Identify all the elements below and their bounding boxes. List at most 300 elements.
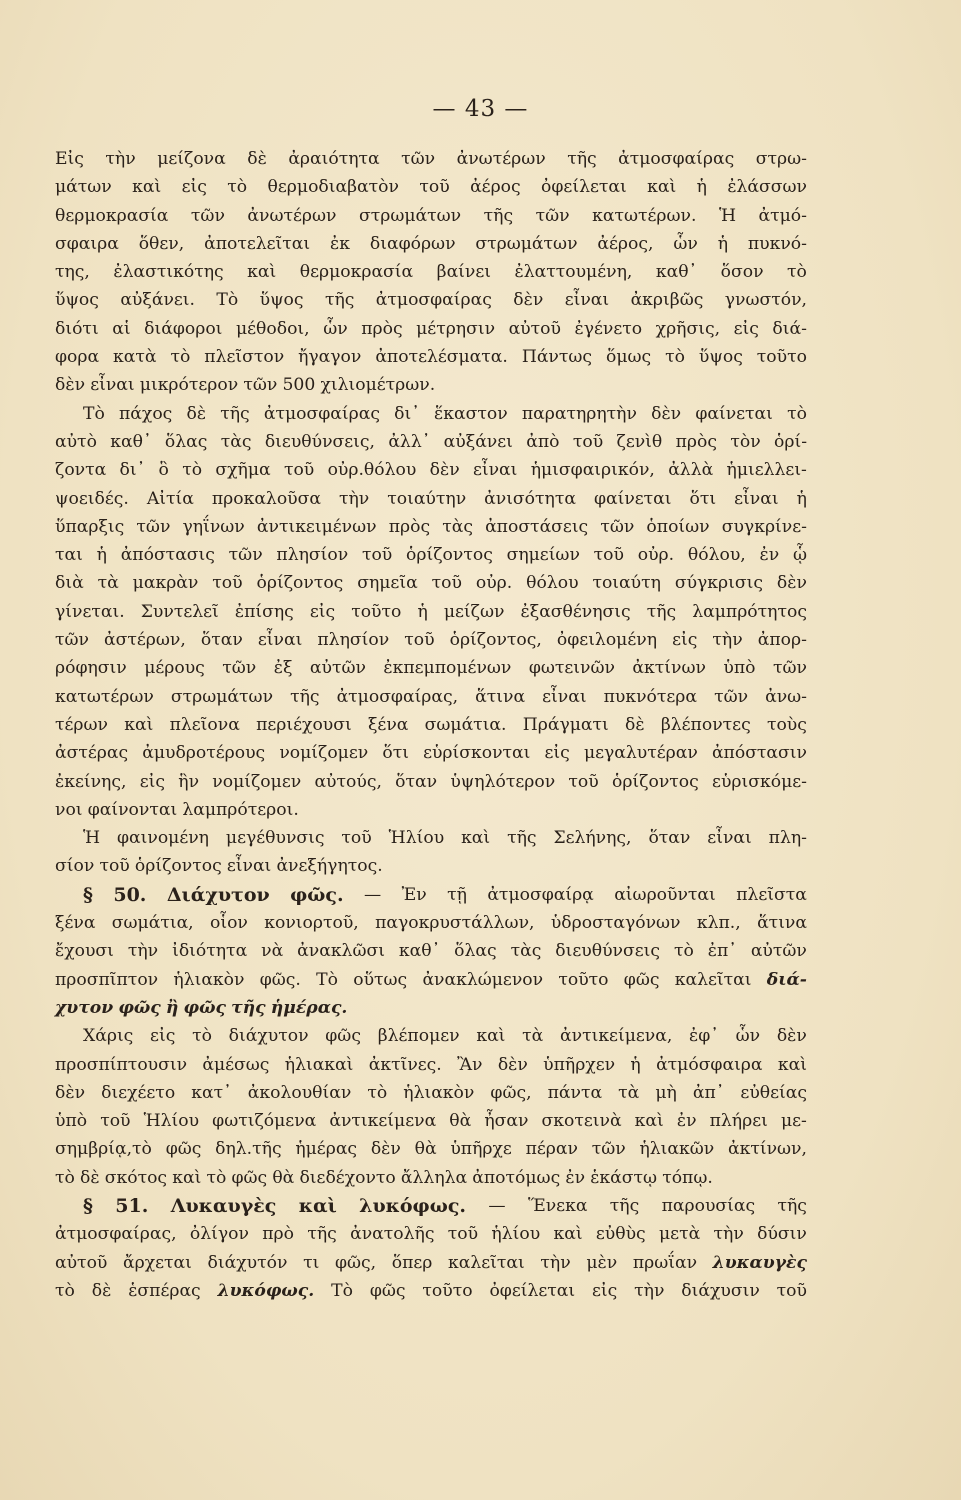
word: διά- — [772, 318, 807, 339]
word: τῶν — [190, 205, 225, 226]
word: ἀκτίνων — [632, 658, 706, 679]
word: οὐρ. — [475, 573, 513, 594]
word: τὸ — [787, 403, 807, 424]
word: ὧν — [673, 233, 698, 254]
word: τῶν — [591, 1139, 626, 1160]
word: τὸ — [665, 347, 685, 368]
word: ἀτμό- — [758, 205, 807, 226]
word: ὑπῆρχεν — [543, 1054, 616, 1075]
word: ξένα — [367, 714, 409, 735]
word: φαίνονται — [87, 799, 178, 820]
word: δὲν — [429, 460, 460, 481]
word: ἀπόστασιν — [711, 743, 807, 764]
word: τὴν — [338, 488, 370, 509]
word: δὲ — [625, 714, 645, 735]
word: ἀντικείμενα — [329, 1111, 437, 1132]
word: εἶναι — [542, 686, 587, 707]
word: ἐλαττουμένη, — [514, 262, 633, 283]
text-line — [55, 598, 807, 626]
text-line — [55, 173, 807, 201]
word: διάχυσιν — [681, 1280, 760, 1301]
word: παρατηρητὴν — [521, 403, 637, 424]
word: τοῦ — [419, 177, 450, 198]
text-line — [55, 541, 807, 569]
word: μεγέθυνσις — [225, 828, 325, 849]
word: τὴν — [712, 630, 743, 651]
word: αὐτοῦ — [55, 1252, 108, 1273]
text-line — [55, 654, 807, 682]
word: καὶ — [634, 1111, 664, 1132]
word: εὑρίσκονται — [423, 743, 531, 764]
word: αὐξάνει. — [120, 290, 195, 311]
word: τῶν — [535, 205, 570, 226]
word: ἐν — [565, 1167, 586, 1188]
emphasized-word: χυτον — [55, 997, 114, 1018]
word: λαμπρότητος — [692, 601, 807, 622]
word: ζενὶθ — [616, 431, 663, 452]
word: τὸ — [55, 1167, 75, 1188]
word: δι᾽ — [394, 403, 420, 424]
word: βλέπομεν — [377, 1026, 460, 1047]
word: προσπίπτουσιν — [55, 1054, 188, 1075]
word: ἡ — [796, 488, 807, 509]
word: εἶναι — [472, 460, 518, 481]
word: διαφόρων — [369, 233, 456, 254]
word: αὐτῶν — [309, 658, 366, 679]
word: τῆς — [777, 1195, 807, 1216]
text-line — [55, 768, 807, 796]
word: ὧν — [323, 318, 348, 339]
word: στρωμάτων — [170, 686, 274, 707]
word: ἐκ — [330, 233, 350, 254]
word: ὅταν — [200, 630, 243, 651]
word: εἰς — [672, 630, 698, 651]
word: ἀποστάσεις — [485, 516, 589, 537]
word: τῆς — [307, 1224, 337, 1245]
word: καὶ — [124, 714, 154, 735]
word: ἐλάσσων — [727, 177, 807, 198]
word: τὸ — [182, 460, 203, 481]
word: ὅλας — [454, 941, 497, 962]
word: μακρὰν — [132, 573, 199, 594]
word: ἐξασθένησις — [520, 601, 631, 622]
section-heading-word: λυκόφως. — [359, 1194, 467, 1217]
text-line — [55, 202, 807, 230]
text-line — [55, 1164, 807, 1192]
word: νομίζομεν — [212, 771, 302, 792]
word: ὁρί- — [774, 431, 807, 452]
word: χρῆσις, — [655, 318, 721, 339]
word: στρωμάτων — [475, 233, 578, 254]
word: πρὸς — [361, 318, 403, 339]
word: εὐθὺς — [595, 1224, 646, 1245]
word: ὁρίζοντος — [256, 573, 344, 594]
page-number: — 43 — — [432, 96, 529, 122]
word: δὲν — [55, 375, 86, 396]
word: τὴν — [713, 1224, 744, 1245]
word: μὲν — [586, 1252, 618, 1273]
word: ἦσαν — [484, 1111, 529, 1132]
word: ἅτινα — [475, 686, 526, 707]
word: πέραν — [525, 1139, 578, 1160]
word: εἶναι — [257, 630, 303, 651]
word: τοῦ — [283, 460, 315, 481]
word: εἰς — [150, 1026, 176, 1047]
word: ἅτινα — [757, 913, 807, 934]
word: ἄλληλα — [400, 1167, 468, 1188]
word: φωτεινῶν — [528, 658, 615, 679]
word: ὑπὸ — [723, 658, 756, 679]
word: καὶ — [172, 1167, 202, 1188]
word: δὲ — [91, 1280, 112, 1301]
word: σίον — [55, 856, 95, 877]
word: νὰ — [261, 941, 284, 962]
word: ἡμέρας — [295, 1139, 358, 1160]
word: πλεῖονα — [169, 714, 240, 735]
word: ἀτμοσφαίρας — [375, 290, 492, 311]
word: Πράγματι — [522, 714, 609, 735]
word: ἐπ᾽ — [707, 941, 737, 962]
emphasized-word: φῶς — [183, 997, 226, 1018]
word: ὀλίγον — [189, 1224, 249, 1245]
word: μὴ — [655, 1082, 677, 1103]
emphasized-word: λυκόφως. — [217, 1280, 315, 1301]
word: τὸ — [673, 941, 694, 962]
word: ἀπόστασις — [120, 545, 215, 566]
word: μέθοδοι, — [235, 318, 310, 339]
word: τὰς — [442, 516, 473, 537]
word: διάχυτον — [228, 1026, 309, 1047]
word: τὴν — [127, 941, 159, 962]
word: ἀκολουθίαν — [247, 1082, 352, 1103]
emphasized-word: φῶς — [118, 997, 161, 1018]
word: προκαλοῦσα — [211, 488, 321, 509]
word: ἀνωτέρων — [247, 205, 337, 226]
word: ἀποτελεῖται — [204, 233, 311, 254]
word: πρωΐαν — [632, 1252, 698, 1273]
word: ἀλλὰ — [668, 460, 714, 481]
word: ᾧ — [792, 545, 807, 566]
word: νομίζομεν — [279, 743, 369, 764]
word: σφαιρα — [55, 233, 119, 254]
word: ἀντικειμένων — [256, 516, 377, 537]
word: ὅταν — [395, 771, 438, 792]
text-line — [55, 1277, 807, 1305]
word: τὰ — [97, 573, 119, 594]
word: ἀποτελέσματα. — [375, 347, 508, 368]
word: βλέποντες — [660, 714, 751, 735]
section-heading-word: § — [83, 883, 93, 906]
word: ἡ — [696, 177, 707, 198]
word: ἡ — [417, 601, 428, 622]
text-line — [55, 286, 807, 314]
word: κατ᾽ — [191, 1082, 232, 1103]
word: οὐρ. — [637, 545, 675, 566]
word: Ἡ — [83, 828, 101, 849]
word: ψοειδές. — [55, 488, 129, 509]
word: μέτρησιν — [416, 318, 496, 339]
word: ἀκριβῶς — [630, 290, 704, 311]
text-line — [55, 1192, 807, 1220]
word: καθ᾽ — [398, 941, 441, 962]
word: τῶν — [714, 686, 749, 707]
word: τῆς — [220, 403, 250, 424]
word: οὐρ.θόλου — [327, 460, 417, 481]
word: τὴν — [105, 149, 136, 169]
word: σωμάτια. — [424, 714, 507, 735]
word: διευθύνσεις — [555, 941, 660, 962]
word: ὅταν — [648, 828, 691, 849]
word: διάφοροι — [144, 318, 223, 339]
word: ἑκάστῳ — [590, 1167, 658, 1188]
word: ἀραιότητα — [288, 149, 380, 169]
section-heading-word: § — [83, 1194, 93, 1217]
word: Ἡλίου — [143, 1111, 200, 1132]
word: διάχυτόν — [207, 1252, 288, 1273]
word: ἡλιακὸν — [173, 969, 245, 990]
word: πυκνότερα — [603, 686, 698, 707]
word: τὸν — [730, 431, 761, 452]
word: τοῦ — [593, 545, 624, 566]
word: τοιαύτη — [592, 573, 661, 594]
word: με- — [780, 1111, 807, 1132]
word: ἀμυδροτέρους — [142, 743, 266, 764]
word: ἡλιακαὶ — [284, 1054, 354, 1075]
word: ἀλλ᾽ — [388, 431, 431, 452]
text-line — [55, 852, 807, 880]
word: αὐτούς, — [314, 771, 382, 792]
word: εἶναι — [734, 488, 779, 509]
word: τὰ — [618, 1082, 640, 1103]
word: κατωτέρων — [55, 686, 154, 707]
word: ὑπῆρχε — [450, 1139, 512, 1160]
word: ὑπὸ — [55, 1111, 88, 1132]
word: πλησίον — [317, 630, 390, 651]
emphasized-word: τῆς — [231, 997, 266, 1018]
word: πρὸς — [388, 516, 431, 537]
word: δηλ.τῆς — [215, 1139, 282, 1160]
word: εἰς — [592, 1280, 618, 1301]
word: ὅσον — [720, 262, 764, 283]
word: ἀτμόσφαιρα — [656, 1054, 763, 1075]
word: ὁρίζοντος — [134, 856, 222, 877]
word: δὲ — [186, 403, 207, 424]
emphasized-word: διά- — [766, 969, 807, 990]
word: — — [363, 884, 382, 905]
text-line — [55, 1022, 807, 1050]
word: Συντελεῖ — [140, 601, 219, 622]
word: φορα — [55, 347, 100, 368]
word: τὸ — [206, 1167, 227, 1188]
word: τοῦ — [572, 431, 604, 452]
word: κατωτέρων. — [592, 205, 697, 226]
text-line — [55, 485, 807, 513]
word: καθ᾽ — [655, 262, 698, 283]
word: κατὰ — [113, 347, 157, 368]
word: τὰς — [510, 941, 542, 962]
text-line — [55, 315, 807, 343]
word: Ἂν — [457, 1054, 483, 1075]
word: 500 — [282, 375, 316, 396]
word: γίνεται. — [55, 601, 125, 622]
word: φαίνεται — [593, 488, 672, 509]
word: τῆς — [567, 149, 597, 169]
word: φῶς, — [490, 1082, 532, 1103]
word: τοῦ — [361, 545, 393, 566]
word: τοιαύτην — [387, 488, 467, 509]
word: εἰς — [139, 771, 165, 792]
word: δι᾽ — [119, 460, 146, 481]
word: Ἡ — [718, 205, 736, 226]
word: τι — [303, 1252, 320, 1273]
word: ἀπορ- — [757, 630, 807, 651]
word: τόπῳ. — [662, 1167, 713, 1188]
word: ἡμισφαιρικόν, — [530, 460, 655, 481]
word: ἀκτίνων, — [728, 1139, 807, 1160]
section-heading-word: καὶ — [298, 1194, 337, 1217]
word: ἀέρος, — [597, 233, 654, 254]
text-line — [55, 881, 807, 909]
text-line — [55, 400, 807, 428]
word: διευθύνσεις, — [264, 431, 375, 452]
word: διότι — [55, 318, 99, 339]
word: τοῦ — [100, 1111, 131, 1132]
word: ὁποίων — [646, 516, 710, 537]
word: πρὸ — [262, 1224, 295, 1245]
word: αὐτὸ — [55, 431, 97, 452]
word: φωτιζόμενα — [212, 1111, 317, 1132]
word: ὁρίζοντος — [611, 771, 699, 792]
word: οἷον — [210, 913, 248, 934]
word: ἀνισότητα — [484, 488, 576, 509]
word: της, — [55, 262, 90, 283]
word: καλεῖται — [448, 1252, 525, 1273]
word: δὲ — [80, 1167, 100, 1188]
word: Τὸ — [216, 290, 239, 311]
word: πάχος — [119, 403, 173, 424]
word: μεγαλυτέραν — [583, 743, 698, 764]
word: τοῦτο — [422, 1280, 473, 1301]
word: κονιορτοῦ, — [264, 913, 359, 934]
word: παρουσίας — [661, 1195, 756, 1216]
word: φῶς. — [259, 969, 301, 990]
word: εἶναι — [90, 375, 135, 396]
word: τοῦ — [776, 1280, 807, 1301]
word: καὶ — [461, 828, 491, 849]
word: θερμοδιαβατὸν — [267, 177, 399, 198]
word: τὸ — [227, 177, 248, 198]
word: φῶς — [623, 969, 660, 990]
word: ἐν — [676, 1111, 697, 1132]
word: ἀνατολῆς — [350, 1224, 435, 1245]
word: ἔχουσι — [55, 941, 114, 962]
word: ἀκτῖνες. — [368, 1054, 442, 1075]
text-line — [55, 428, 807, 456]
text-line — [55, 1079, 807, 1107]
word: τοῦτο — [558, 969, 609, 990]
word: σχῆμα — [215, 460, 271, 481]
word: αἱ — [112, 318, 131, 339]
word: ἀέρος — [470, 177, 521, 198]
word: μείζονα — [157, 149, 226, 169]
word: καὶ — [476, 1026, 506, 1047]
word: παγοκρυστάλλων, — [375, 913, 535, 934]
word: ἐλαστικότης — [113, 262, 224, 283]
word: τὸ — [170, 347, 191, 368]
word: τοῦτο — [351, 601, 402, 622]
word: τῶν — [243, 375, 278, 396]
word: ἀπ᾽ — [692, 1082, 725, 1103]
word: ζοντα — [55, 460, 107, 481]
text-line — [55, 683, 807, 711]
word: τοῦ — [341, 828, 372, 849]
text-line — [55, 739, 807, 767]
word: τέρων — [55, 714, 108, 735]
word: χιλιομέτρων. — [320, 375, 436, 396]
word: περιέχουσι — [256, 714, 352, 735]
word: ἡλιακῶν — [639, 1139, 715, 1160]
word: ἐκείνης, — [55, 771, 127, 792]
word: ἀτμοσφαίρας, — [55, 1224, 177, 1245]
word: Τὸ — [316, 969, 338, 990]
word: ἀτμοσφαίρας — [263, 403, 380, 424]
text-line — [55, 343, 807, 371]
word: ὅτι — [382, 743, 409, 764]
word: θόλου, — [687, 545, 746, 566]
word: πλεῖστα — [736, 884, 807, 905]
text-line — [55, 371, 807, 399]
word: ἀτμοσφαίρας — [618, 149, 735, 169]
word: ἀνεξήγητος. — [276, 856, 383, 877]
text-line — [55, 966, 807, 994]
word: φῶς, — [334, 1252, 377, 1273]
word: ται — [55, 545, 83, 566]
text-line — [55, 711, 807, 739]
word: τῇ — [447, 884, 467, 905]
word: τὸ — [787, 262, 807, 283]
word: θὰ — [414, 1139, 437, 1160]
word: ὀφείλεται — [541, 177, 627, 198]
word: διεδέχοντο — [299, 1167, 396, 1188]
word: οὕτως — [353, 969, 408, 990]
word: ὧν — [735, 1026, 761, 1047]
word: δὲν — [651, 403, 682, 424]
word: δὲν — [776, 1026, 807, 1047]
word: τῶν — [600, 516, 635, 537]
word: τῆς — [290, 686, 320, 707]
text-line — [55, 994, 807, 1022]
word: τοῦ — [568, 771, 599, 792]
word: σκότος — [104, 1167, 168, 1188]
word: καθ᾽ — [110, 431, 152, 452]
text-line — [55, 1135, 807, 1163]
word: φῶς — [231, 1167, 268, 1188]
word: θόλου — [526, 573, 579, 594]
word: ἡμιελλει- — [726, 460, 807, 481]
text-line — [55, 937, 807, 965]
text-line — [55, 258, 807, 286]
word: Εἰς — [55, 149, 84, 169]
text-line — [55, 513, 807, 541]
text-line — [55, 796, 807, 824]
word: ἐν — [759, 545, 780, 566]
word: ἀστέρων, — [104, 630, 186, 651]
word: τοῦ — [404, 630, 435, 651]
word: κλπ., — [696, 913, 741, 934]
word: στρω- — [755, 149, 807, 169]
word: ἀνωτέρων — [456, 149, 546, 169]
word: αὐτῶν — [750, 941, 807, 962]
